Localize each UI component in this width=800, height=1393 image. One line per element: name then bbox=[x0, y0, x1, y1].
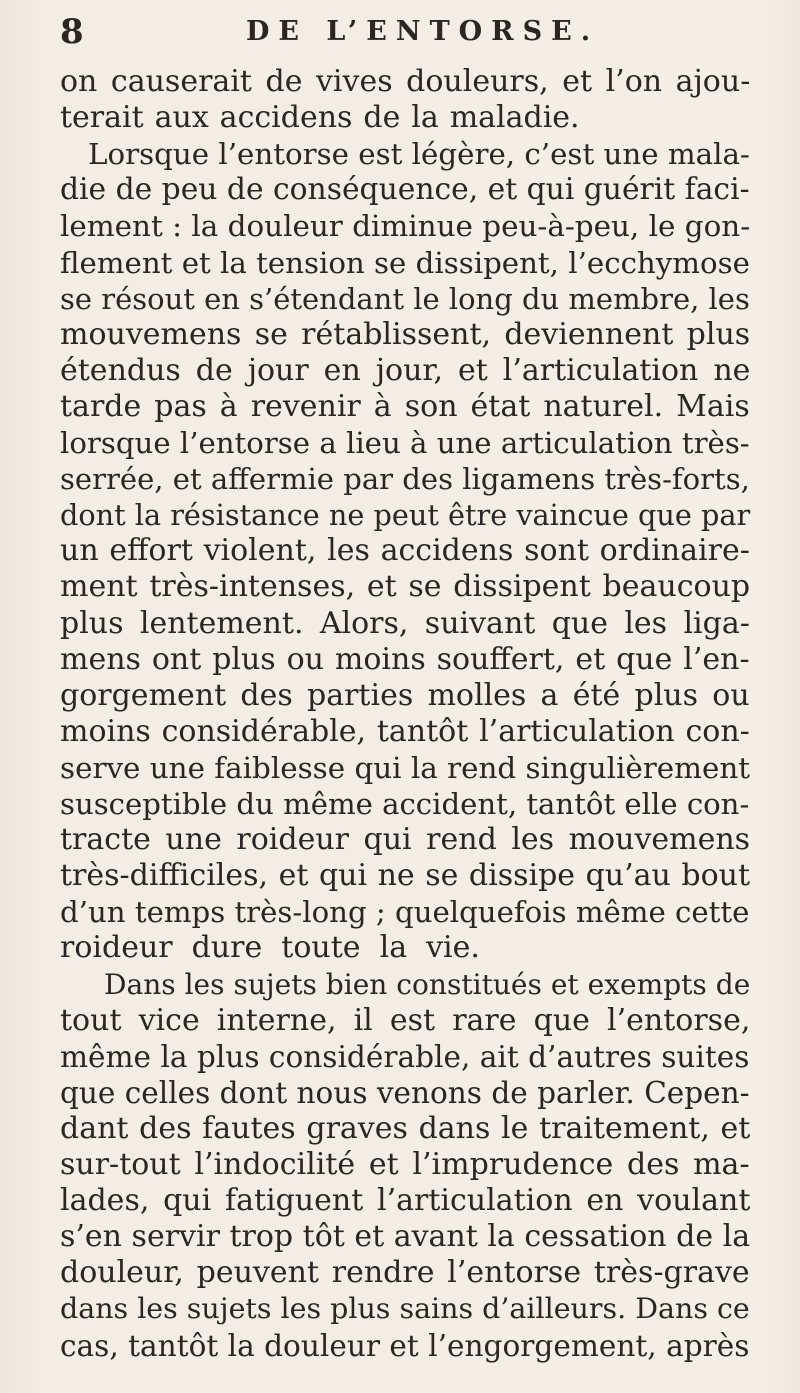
text-line: un effort violent, les accidens sont ordinaire- bbox=[60, 533, 750, 569]
text-line: mens ont plus ou moins souffert, et que l’en- bbox=[60, 641, 750, 677]
text-line: tarde pas à revenir à son état naturel. Mais bbox=[60, 388, 750, 424]
text-line: sur-tout l’indocilité et l’imprudence des ma- bbox=[60, 1147, 750, 1182]
text-line: susceptible du même accident, tantôt elle con- bbox=[60, 787, 750, 821]
text-line: lement : la douleur diminue peu-à-peu, le gon- bbox=[60, 209, 751, 244]
text-line: die de peu de conséquence, et qui guérit faci- bbox=[60, 172, 750, 208]
text-line: que celles dont nous venons de parler. Cepen- bbox=[60, 1075, 750, 1110]
text-line: terait aux accidens de la maladie. bbox=[60, 100, 580, 136]
text-line: gorgement des parties molles a été plus ou bbox=[60, 677, 750, 713]
text-line: cas, tantôt la douleur et l’engorgement, après bbox=[60, 1328, 750, 1363]
text-line: tracte une roideur qui rend les mouvemens bbox=[60, 822, 751, 858]
text-line: dont la résistance ne peut être vaincue que par bbox=[60, 498, 751, 533]
text-line: dans les sujets les plus sains d’ailleurs. Dans ce bbox=[60, 1292, 750, 1326]
text-line: on causerait de vives douleurs, et l’on ajou- bbox=[60, 64, 751, 99]
text-line: se résout en s’étendant le long du membre, les bbox=[60, 281, 750, 316]
text-line: douleur, peuvent rendre l’entorse très-grave bbox=[60, 1255, 750, 1291]
text-line: Lorsque l’entorse est légère, c’est une mala- bbox=[88, 137, 750, 172]
text-line: lades, qui fatiguent l’articulation en voulant bbox=[60, 1183, 751, 1219]
text-line: s’en servir trop tôt et avant la cessation de la bbox=[60, 1219, 751, 1255]
text-line: flement et la tension se dissipent, l’ecchymose bbox=[60, 245, 750, 280]
running-title: DE L’ENTORSE. bbox=[246, 16, 600, 47]
text-line: Dans les sujets bien constitués et exempts de bbox=[104, 967, 751, 1001]
text-line: d’un temps très-long ; quelquefois même cette bbox=[60, 895, 750, 930]
text-line: même la plus considérable, ait d’autres suites bbox=[60, 1039, 750, 1074]
text-line: plus lentement. Alors, suivant que les liga- bbox=[60, 605, 750, 641]
text-line: serrée, et affermie par des ligamens très-forts, bbox=[60, 462, 750, 497]
text-line: roideur dure toute la vie. bbox=[60, 930, 480, 966]
text-line: étendus de jour en jour, et l’articulation ne bbox=[60, 352, 751, 388]
text-line: très-difficiles, et qui ne se dissipe qu’au bout bbox=[60, 858, 751, 894]
text-line: serve une faiblesse qui la rend singulièrement bbox=[60, 750, 751, 785]
text-line: tout vice interne, il est rare que l’entorse, bbox=[60, 1002, 751, 1038]
page-number: 8 bbox=[60, 12, 84, 52]
text-line: dant des fautes graves dans le traitement, et bbox=[60, 1110, 751, 1146]
text-line: lorsque l’entorse a lieu à une articulation très- bbox=[60, 426, 750, 460]
text-line: moins considérable, tantôt l’articulation con- bbox=[60, 713, 750, 749]
text-line: ment très-intenses, et se dissipent beaucoup bbox=[60, 569, 751, 605]
page-header bbox=[60, 10, 760, 54]
text-line: mouvemens se rétablissent, deviennent plus bbox=[60, 316, 751, 352]
